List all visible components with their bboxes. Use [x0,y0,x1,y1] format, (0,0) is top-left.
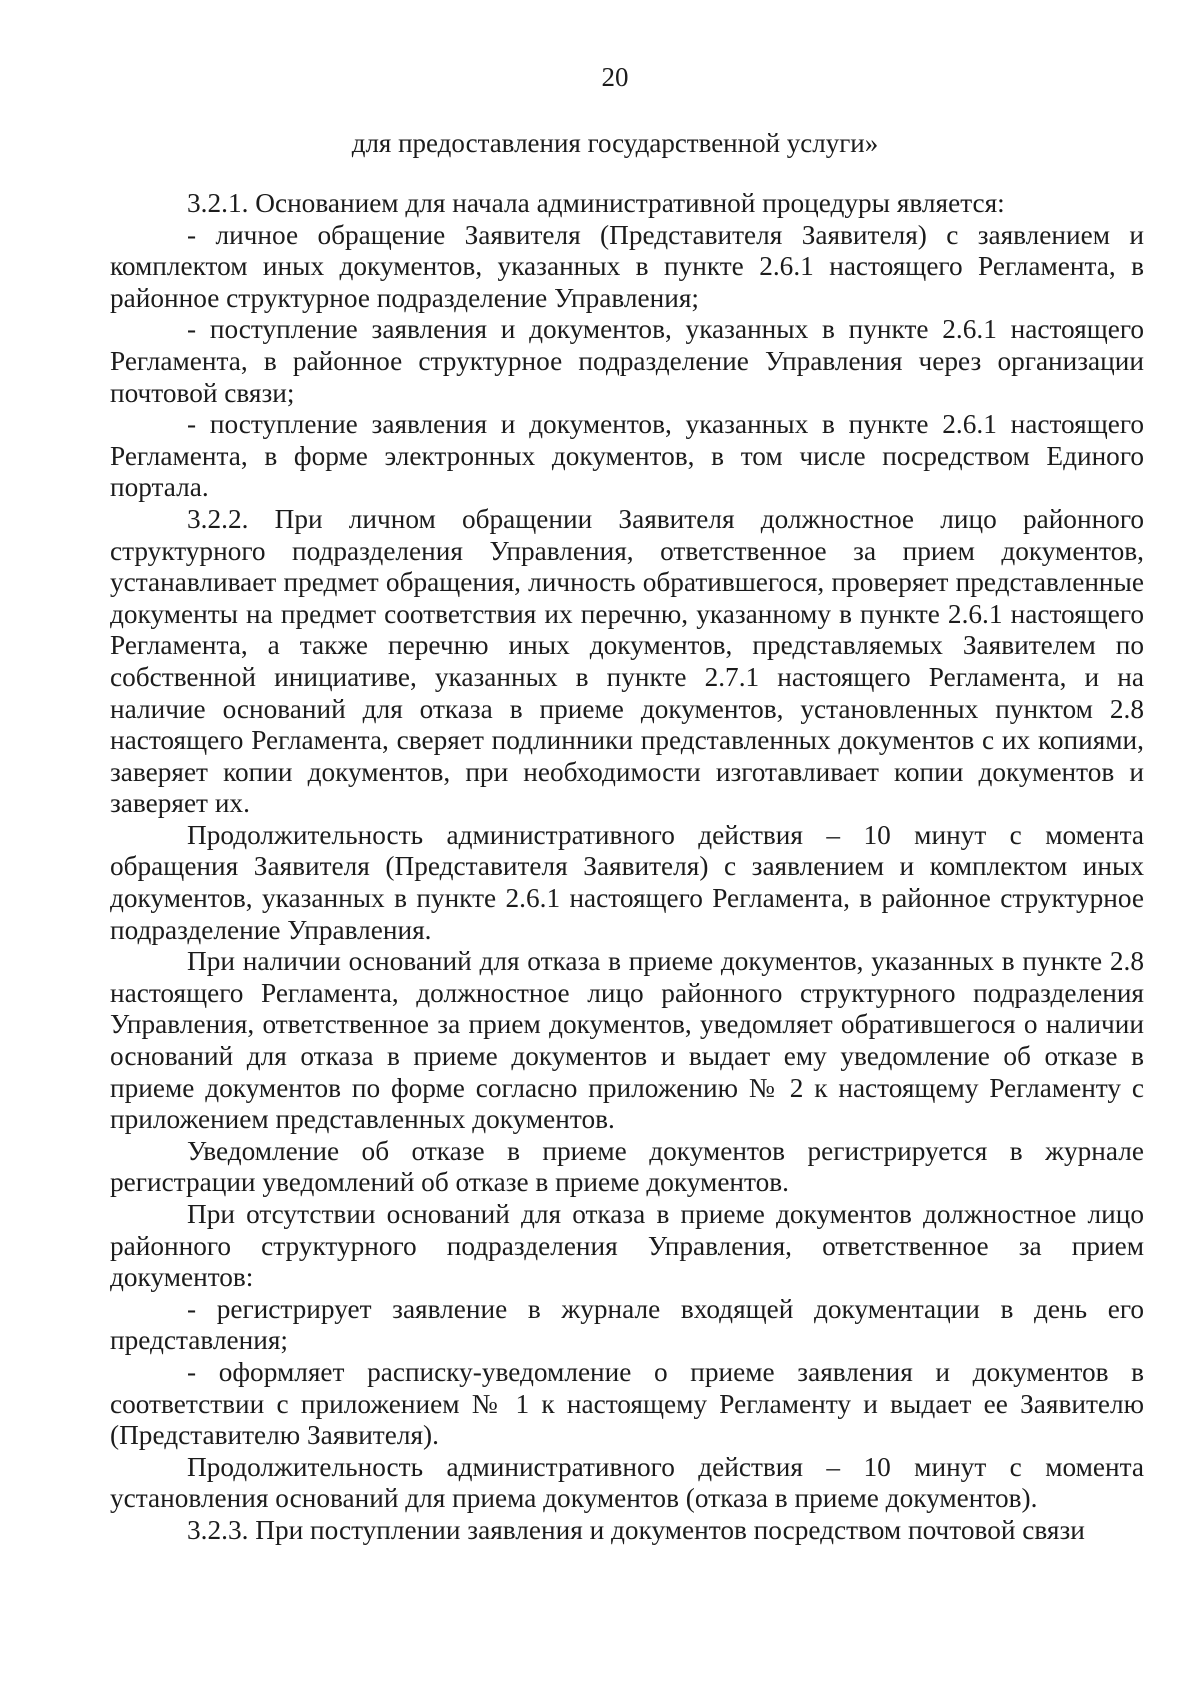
paragraph-no-refusal-grounds: При отсутствии оснований для отказа в приеме документов должностное лицо районного структурного подразделения Управления, ответственное за прием документов: [110,1199,1144,1293]
paragraph-3-2-2: 3.2.2. При личном обращении Заявителя должностное лицо районного структурного подразделения Управления, ответственное за прием документов, устанавливает предмет обращения, личность обратившегося, проверяет представленные документы на предмет соответствия их перечню, указанному в пункте 2.6.1 настоящего Регламента, а также перечню иных документов, представляемых Заявителем по собственной инициативе, указанных в пункте 2.7.1 настоящего Регламента, и на наличие оснований для отказа в приеме документов, установленных пунктом 2.8 настоящего Регламента, сверяет подлинники представленных документов с их копиями, заверяет копии документов, при необходимости изготавливает копии документов и заверяет их. [110,503,1144,819]
paragraph-3-2-3: 3.2.3. При поступлении заявления и документов посредством почтовой связи [187,1514,1085,1545]
page-number: 20 [601,62,629,92]
paragraph-duration-acceptance: Продолжительность административного действия – 10 минут с момента установления оснований для приема документов (отказа в приеме документов). [110,1451,1144,1514]
list-item-register-application: - регистрирует заявление в журнале входящей документации в день его представления; [110,1293,1144,1356]
list-item-issue-receipt: - оформляет расписку-уведомление о приеме заявления и документов в соответствии с приложением № 1 к настоящему Регламенту и выдает ее Заявителю (Представителю Заявителя). [110,1356,1144,1451]
body-text [110,188,1144,1547]
section-heading-fragment: для предоставления государственной услуги» [351,128,879,158]
list-item-postal-receipt: - поступление заявления и документов, указанных в пункте 2.6.1 настоящего Регламента, в районное структурное подразделение Управления через организации почтовой связи; [110,314,1144,408]
paragraph-refusal-grounds: При наличии оснований для отказа в приеме документов, указанных в пункте 2.8 настоящего Регламента, должностное лицо районного структурного подразделения Управления, ответственное за прием документов, уведомляет обратившегося о наличии оснований для отказа в приеме документов и выдает ему уведомление об отказе в приеме документов по форме согласно приложению № 2 к настоящему Регламенту с приложением представленных документов. [110,946,1144,1135]
list-item-electronic-receipt: - поступление заявления и документов, указанных в пункте 2.6.1 настоящего Регламента, в форме электронных документов, в том числе посредством Единого портала. [110,409,1144,503]
paragraph-duration-appeal: Продолжительность административного действия – 10 минут с момента обращения Заявителя (Представителя Заявителя) с заявлением и комплектом иных документов, указанных в пункте 2.6.1 настоящего Регламента, в районное структурное подразделение Управления. [110,819,1144,945]
paragraph-3-2-1: 3.2.1. Основанием для начала административной процедуры является: [187,188,1005,218]
paragraph-refusal-registration: Уведомление об отказе в приеме документов регистрируется в журнале регистрации уведомлений об отказе в приеме документов. [110,1135,1144,1198]
list-item-personal-appeal: - личное обращение Заявителя (Представителя Заявителя) с заявлением и комплектом иных документов, указанных в пункте 2.6.1 настоящего Регламента, в районное структурное подразделение Управления; [110,219,1144,313]
